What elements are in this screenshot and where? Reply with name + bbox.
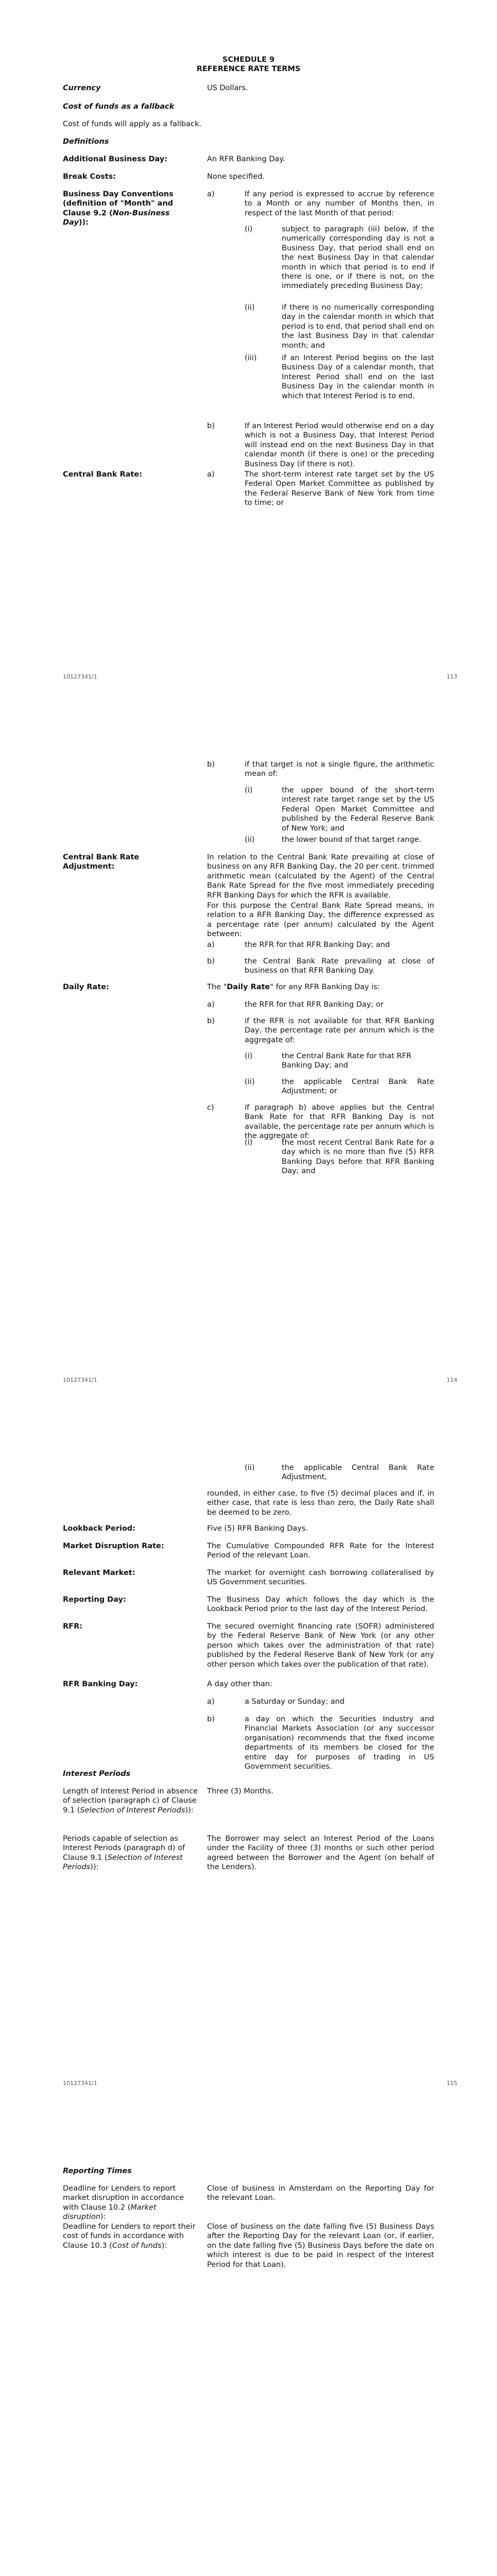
cbr-adjustment-para-1: In relation to the Central Bank Rate prevailing at close of business on any RFR Banking Day, the 20 per cent. trimmed arithmetic mean (calculated by the Agent) of the Central Bank Rate Spread for the five most immediately preceding RFR Banking Days for which the RFR is available. [207,853,434,900]
dr-b-ii-text: the applicable Central Bank Rate Adjustment; or [282,1078,434,1096]
dr-b-text: if the RFR is not available for that RFR Banking Day, the percentage rate per annum which is the aggregate of: [245,1017,434,1044]
dr-c-ii-text: the applicable Central Bank Rate Adjustment, [282,1464,434,1482]
schedule-title: SCHEDULE 9 [222,56,275,64]
dr-c-ii-marker: (ii) [245,1464,255,1472]
bdc-i-marker: (i) [245,225,253,233]
rfrbd-a-marker: a) [207,1698,215,1706]
dr-c-text: if paragraph b) above applies but the Central Bank Rate for that RFR Banking Day is not available, the percentage rate per annum which is the aggregate of: [245,1104,434,1141]
footer-doc-ref: 10127341/1 [63,2080,97,2087]
ip-length-value: Three (3) Months. [207,1787,273,1795]
rt-cost-of-funds-label: Deadline for Lenders to report their cost of funds in accordance with Clause 10.3 (Cost of funds): [63,2223,196,2250]
currency-value: US Dollars. [207,84,248,92]
central-bank-rate-label: Central Bank Rate: [63,470,143,479]
page-114 [0,703,497,1406]
market-disruption-rate-value: The Cumulative Compounded RFR Rate for the Interest Period of the relevant Loan. [207,1542,434,1560]
cbr-ii-text: the lower bound of that target range. [282,836,422,844]
cbr-i-text: the upper bound of the short-term interest rate target range set by the US Federal Open Market Committee and published by the Federal Reserve Bank of New York; and [282,786,434,833]
market-disruption-rate-label: Market Disruption Rate: [63,1542,164,1550]
dr-b-marker: b) [207,1017,215,1025]
page-116 [0,2110,497,2576]
cbr-a-text: The short-term interest rate target set by the US Federal Open Market Committee as published by the Federal Reserve Bank of New York from time to time; or [245,470,434,507]
bdc-a-marker: a) [207,190,215,198]
cbr-adjustment-label: Central Bank Rate Adjustment: [63,853,140,871]
rfr-banking-day-label: RFR Banking Day: [63,1680,138,1688]
bdc-iii-text: if an Interest Period begins on the last Business Day of a calendar month, that Interest Period shall end on the last Business Day in the calendar month in which that Interest Period is to end. [282,354,434,400]
rfrbd-b-marker: b) [207,1715,215,1723]
definitions-heading: Definitions [63,138,109,146]
page-115 [0,1406,497,2110]
rfr-banking-day-intro: A day other than: [207,1680,272,1688]
lookback-period-value: Five (5) RFR Banking Days. [207,1524,308,1533]
daily-rate-term: Daily Rate [227,983,270,991]
bdc-ii-marker: (ii) [245,303,255,312]
bdc-ii-text: if there is no numerically corresponding day in the calendar month in which that period is to end, that period shall end on the last Business Day in that calendar month; and [282,303,434,350]
break-costs-label: Break Costs: [63,173,116,181]
dr-a-text: the RFR for that RFR Banking Day; or [245,1001,384,1009]
cbr-ii-marker: (ii) [245,836,255,844]
cbr-b-text: if that target is not a single figure, the arithmetic mean of: [245,760,434,778]
page-113 [0,0,497,703]
rfrbd-a-text: a Saturday or Sunday; and [245,1698,345,1706]
cbr-a-marker: a) [207,470,215,479]
reporting-times-heading: Reporting Times [63,2167,132,2175]
lookback-period-label: Lookback Period: [63,1524,135,1533]
cbr-i-marker: (i) [245,786,253,794]
footer-page-number: 115 [447,2080,457,2087]
footer-page-number: 113 [447,673,457,680]
dr-c-marker: c) [207,1104,214,1112]
bdc-i-text: subject to paragraph (iii) below, if the numerically corresponding day is not a Business Day, that period shall end on the next Business Day in that calendar month in which that period is to end if there is one, or if there is not, on the immediately preceding Business Day; [282,225,434,291]
break-costs-value: None specified. [207,173,265,181]
rfr-label: RFR: [63,1622,83,1631]
relevant-market-label: Relevant Market: [63,1569,135,1577]
currency-label: Currency [63,84,101,92]
cbr-adjustment-para-2: For this purpose the Central Bank Rate Spread means, in relation to a RFR Banking Day, the difference expressed as a percentage rate (per annum) calculated by the Agent between: [207,902,434,939]
rt-market-disruption-label: Deadline for Lenders to report market disruption in accordance with Clause 10.2 (Market disruption): [63,2184,184,2222]
dr-c-i-text: the most recent Central Bank Rate for a day which is no more than five (5) RFR Banking Days before that RFR Banking Day; and [282,1139,434,1176]
additional-business-day-label: Additional Business Day: [63,155,168,163]
rt-market-disruption-value: Close of business in Amsterdam on the Reporting Day for the relevant Loan. [207,2184,434,2202]
rfrbd-b-text: a day on which the Securities Industry and Financial Markets Association (or any successor organisation) recommends that the fixed income departments of its members be closed for the entire day for purposes of trading in US Government securities. [245,1715,434,1771]
dr-c-i-marker: (i) [245,1139,253,1147]
bdc-iii-marker: (iii) [245,354,257,362]
relevant-market-value: The market for overnight cash borrowing collateralised by US Government securities. [207,1569,434,1587]
reporting-day-label: Reporting Day: [63,1596,126,1604]
ip-length-label: Length of Interest Period in absence of selection (paragraph c) of Clause 9.1 (Selection of Interest Periods)): [63,1787,198,1815]
footer-doc-ref: 10127341/1 [63,1377,97,1383]
cost-of-funds-text: Cost of funds will apply as a fallback. [63,120,202,128]
interest-periods-heading: Interest Periods [63,1770,131,1778]
bdc-a-text: If any period is expressed to accrue by reference to a Month or any number of Months then, in respect of the last Month of that period: [245,190,434,217]
daily-rate-intro: The "Daily Rate" for any RFR Banking Day is: [207,983,380,991]
dr-b-i-marker: (i) [245,1052,253,1060]
cbra-a-text: the RFR for that RFR Banking Day; and [245,941,390,949]
bdc-b-text: If an Interest Period would otherwise end on a day which is not a Business Day, that Interest Period will instead end on the next Business Day in that calendar month (if there is one) or the preceding Business Day (if there is not). [245,422,434,468]
non-business-day-ref: Non-Business Day [63,209,170,227]
cbra-b-text: the Central Bank Rate prevailing at close of business on that RFR Banking Day. [245,957,434,975]
additional-business-day-value: An RFR Banking Day. [207,155,285,163]
schedule-subtitle: REFERENCE RATE TERMS [196,65,301,73]
cbra-a-marker: a) [207,941,215,949]
bdc-b-marker: b) [207,422,215,430]
ip-capable-value: The Borrower may select an Interest Period of the Loans under the Facility of three (3) months or such other period agreed between the Borrower and the Agent (on behalf of the Lenders). [207,1835,434,1872]
footer-page-number: 114 [447,1377,457,1383]
rt-cost-of-funds-value: Close of business on the date falling five (5) Business Days after the Reporting Day for the relevant Loan (or, if earlier, on the date falling five (5) Business Days before the date on which interest is due to be paid in respect of the Interest Period for that Loan). [207,2223,434,2269]
cost-of-funds-heading: Cost of funds as a fallback [63,103,175,111]
dr-a-marker: a) [207,1001,215,1009]
daily-rate-label: Daily Rate: [63,983,109,991]
dr-b-i-text: the Central Bank Rate for that RFR Banking Day; and [282,1052,412,1070]
ip-capable-label: Periods capable of selection as Interest Periods (paragraph d) of Clause 9.1 (Selection of Interest Periods)): [63,1835,185,1872]
footer-doc-ref: 10127341/1 [63,673,97,680]
dr-b-ii-marker: (ii) [245,1078,255,1086]
rfr-value: The secured overnight financing rate (SOFR) administered by the Federal Reserve Bank of New York (or any other person which takes over the administration of that rate) published by the Federal Reserve Bank of New York (or any other person which takes over the publication of that rate). [207,1622,434,1669]
daily-rate-rounding: rounded, in either case, to five (5) decimal places and if, in either case, that rate is less than zero, the Daily Rate shall be deemed to be zero. [207,1489,434,1517]
business-day-conventions-label: Business Day Conventions (definition of "Month" and Clause 9.2 (Non-Business Day)): [63,190,174,227]
cbra-b-marker: b) [207,957,215,965]
reporting-day-value: The Business Day which follows the day which is the Lookback Period prior to the last day of the Interest Period. [207,1596,434,1614]
cbr-b-marker: b) [207,760,215,769]
